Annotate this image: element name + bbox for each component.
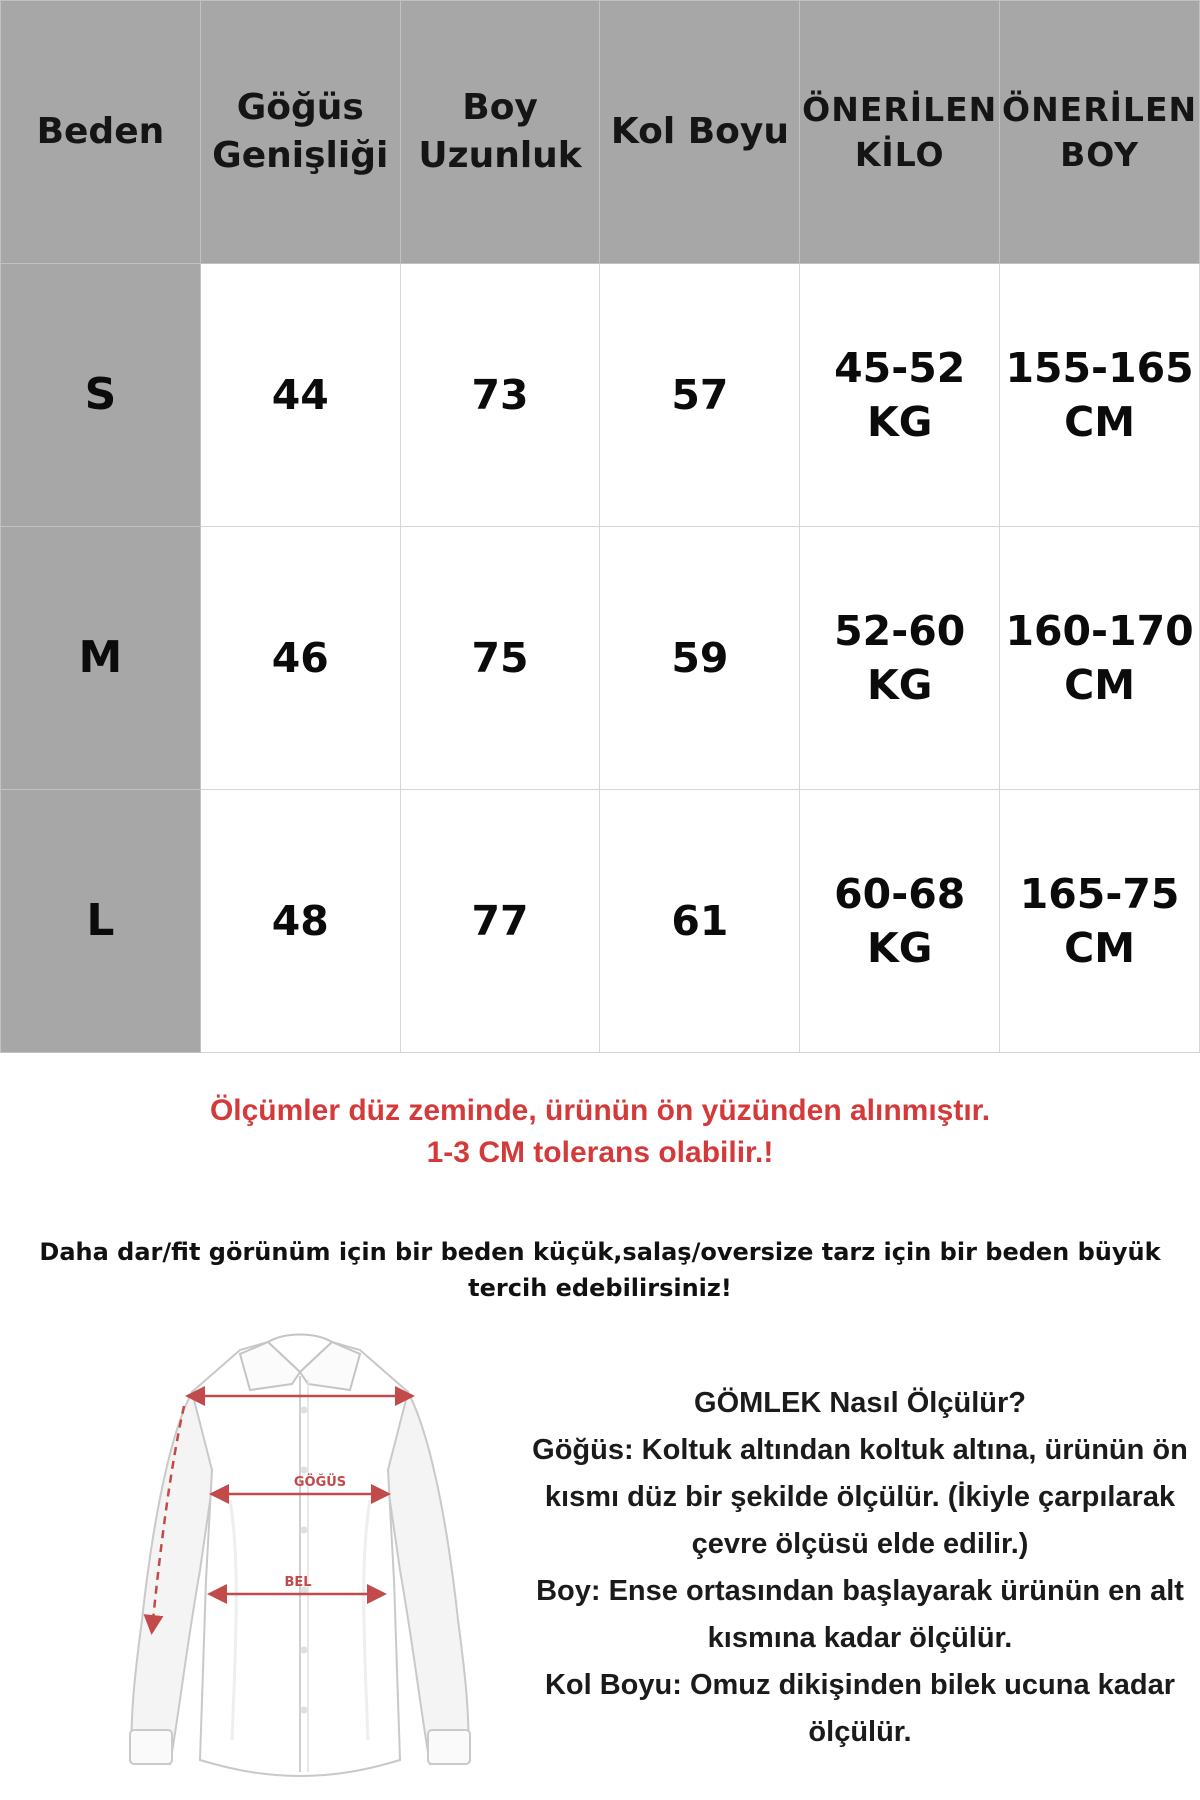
waist-label: BEL xyxy=(284,1575,312,1590)
guide-title: GÖMLEK Nasıl Ölçülür? xyxy=(694,1387,1026,1419)
table-cell: 57 xyxy=(600,264,800,527)
header-row xyxy=(1,1,1200,264)
table-cell: 52-60 KG xyxy=(800,527,1000,790)
table-cell: 44 xyxy=(200,264,400,527)
header-onerilen-boy: ÖNERİLEN BOY xyxy=(1000,1,1200,264)
guide-length: Boy: Ense ortasından başlayarak ürünün en alt kısmına kadar ölçülür. xyxy=(536,1575,1184,1654)
guide-chest: Göğüs: Koltuk altından koltuk altına, ürünün ön kısmı düz bir şekilde ölçülür. (İkiyle çarpılarak çevre ölçüsü elde edilir.) xyxy=(532,1434,1188,1560)
table-cell: 155-165 CM xyxy=(1000,264,1200,527)
measuring-guide xyxy=(520,1380,1200,1756)
table-cell: 59 xyxy=(600,527,800,790)
table-row xyxy=(1,790,1200,1053)
size-label: L xyxy=(1,790,201,1053)
table-cell: 61 xyxy=(600,790,800,1053)
shirt-measurement-diagram xyxy=(120,1320,480,1790)
measurement-note: Ölçümler düz zeminde, ürünün ön yüzünden alınmıştır. xyxy=(209,1094,991,1127)
header-kol-boyu: Kol Boyu xyxy=(600,1,800,264)
header-gogus: Göğüs Genişliği xyxy=(200,1,400,264)
table-cell: 77 xyxy=(400,790,600,1053)
tolerance-note: 1-3 CM tolerans olabilir.! xyxy=(426,1136,774,1169)
size-label: S xyxy=(1,264,201,527)
shirt-illustration xyxy=(130,1335,470,1777)
header-beden: Beden xyxy=(1,1,201,264)
table-cell: 73 xyxy=(400,264,600,527)
table-cell: 45-52 KG xyxy=(800,264,1000,527)
table-cell: 165-75 CM xyxy=(1000,790,1200,1053)
header-boy-uzunluk: Boy Uzunluk xyxy=(400,1,600,264)
fit-advice-text: Daha dar/fit görünüm için bir beden küçük,salaş/oversize tarz için bir beden büyük tercih edebilirsiniz! xyxy=(39,1238,1161,1302)
size-label: M xyxy=(1,527,201,790)
table-cell: 48 xyxy=(200,790,400,1053)
table-cell: 160-170 CM xyxy=(1000,527,1200,790)
header-onerilen-kilo: ÖNERİLEN KİLO xyxy=(800,1,1000,264)
table-cell: 60-68 KG xyxy=(800,790,1000,1053)
chest-label: GÖĞÜS xyxy=(293,1475,347,1490)
table-cell: 75 xyxy=(400,527,600,790)
table-row xyxy=(1,264,1200,527)
table-row xyxy=(1,527,1200,790)
guide-sleeve: Kol Boyu: Omuz dikişinden bilek ucuna kadar ölçülür. xyxy=(544,1669,1176,1748)
table-cell: 46 xyxy=(200,527,400,790)
